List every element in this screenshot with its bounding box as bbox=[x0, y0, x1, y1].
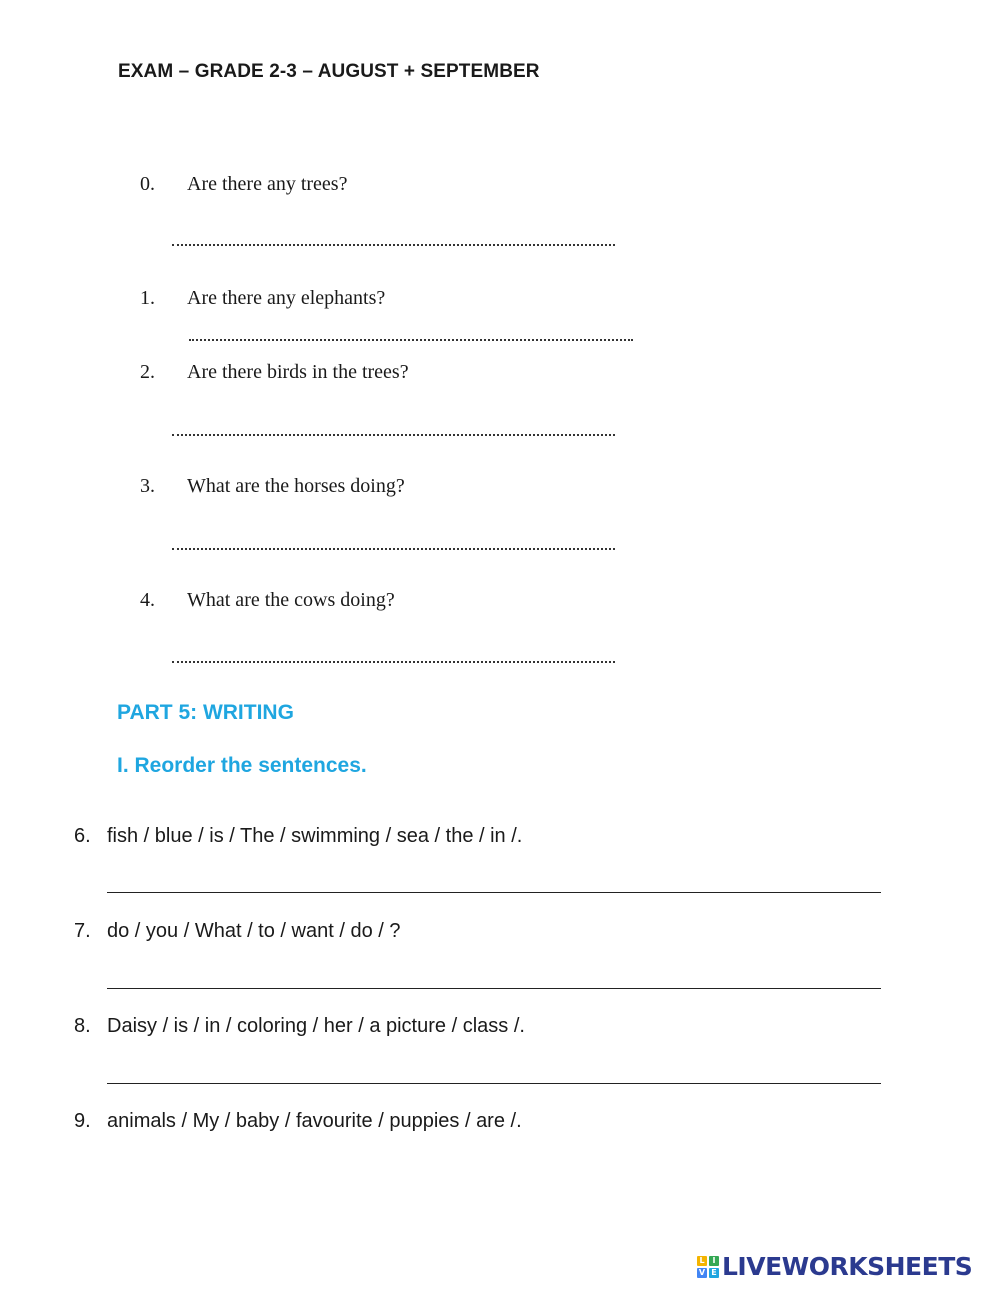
question-number: 1. bbox=[140, 287, 155, 309]
answer-dotted-line[interactable] bbox=[172, 542, 615, 550]
answer-dotted-line[interactable] bbox=[172, 238, 615, 246]
answer-line[interactable] bbox=[107, 1083, 881, 1084]
question-number: 2. bbox=[140, 361, 155, 383]
liveworksheets-logo-icon bbox=[697, 1256, 719, 1278]
question-text: What are the cows doing? bbox=[187, 589, 395, 611]
reorder-words: fish / blue / is / The / swimming / sea / the / in /. bbox=[107, 825, 523, 847]
question-text: Are there any trees? bbox=[187, 173, 348, 195]
answer-line[interactable] bbox=[107, 988, 881, 989]
reorder-number: 9. bbox=[74, 1110, 91, 1132]
question-number: 0. bbox=[140, 173, 155, 195]
answer-dotted-line[interactable] bbox=[172, 428, 615, 436]
reorder-words: do / you / What / to / want / do / ? bbox=[107, 920, 401, 942]
liveworksheets-wordmark: LIVEWORKSHEETS bbox=[722, 1252, 973, 1281]
logo-tile-icon: I bbox=[709, 1256, 719, 1266]
reorder-words: Daisy / is / in / coloring / her / a picture / class /. bbox=[107, 1015, 525, 1037]
question-text: What are the horses doing? bbox=[187, 475, 405, 497]
logo-tile-icon: L bbox=[697, 1256, 707, 1266]
section-subheading: I. Reorder the sentences. bbox=[117, 754, 367, 777]
reorder-number: 8. bbox=[74, 1015, 91, 1037]
answer-line[interactable] bbox=[107, 892, 881, 893]
question-number: 4. bbox=[140, 589, 155, 611]
logo-tile-icon: E bbox=[709, 1268, 719, 1278]
reorder-number: 7. bbox=[74, 920, 91, 942]
question-text: Are there any elephants? bbox=[187, 287, 386, 309]
reorder-number: 6. bbox=[74, 825, 91, 847]
liveworksheets-logo bbox=[697, 1252, 972, 1281]
question-number: 3. bbox=[140, 475, 155, 497]
section-heading: PART 5: WRITING bbox=[117, 701, 294, 724]
question-text: Are there birds in the trees? bbox=[187, 361, 409, 383]
reorder-words: animals / My / baby / favourite / puppies / are /. bbox=[107, 1110, 522, 1132]
answer-dotted-line[interactable] bbox=[172, 655, 615, 663]
answer-dotted-line[interactable] bbox=[189, 333, 633, 341]
page-title: EXAM – GRADE 2-3 – AUGUST + SEPTEMBER bbox=[118, 61, 540, 82]
logo-tile-icon: V bbox=[698, 1267, 706, 1277]
